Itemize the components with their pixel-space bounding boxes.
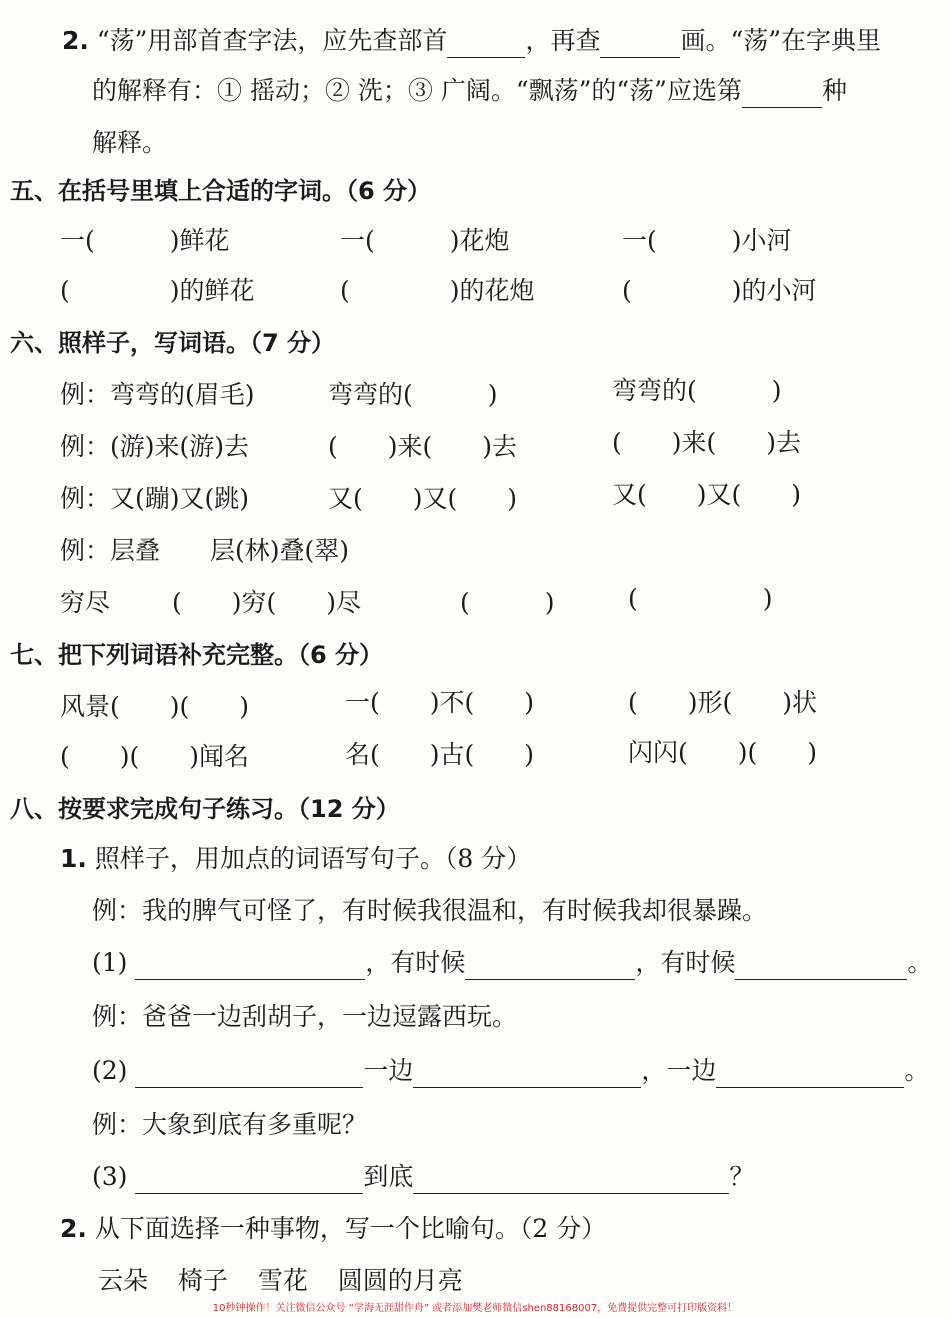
example-sentence: 例：大象到底有多重呢？ — [92, 1110, 368, 1139]
answer-blank[interactable] — [135, 1167, 363, 1194]
footer-watermark: 10秒钟操作！关注微信公众号 “学海无涯甜作舟” 或者添加樊老师微信shen88168007，免费提供完整可打印版资料！ — [212, 1303, 738, 1314]
fill-item[interactable]: 一( )不( ) — [345, 688, 535, 717]
fill-item[interactable]: ( )的花炮 — [340, 276, 535, 305]
fill-item[interactable]: 一( )鲜花 — [60, 226, 230, 255]
answer-label: (2) — [92, 1056, 128, 1085]
answer-label: (1) — [92, 948, 128, 977]
fill-item[interactable]: ( )来( )去 — [612, 428, 802, 457]
question-text: ，再查 — [525, 26, 601, 55]
answer-line-1 — [92, 946, 932, 980]
fill-item[interactable]: 弯弯的( ) — [328, 380, 498, 409]
answer-connector: 到底 — [363, 1162, 414, 1191]
question-text: 的解释有：① 摇动；② 洗；③ 广阔。“飘荡”的“荡”应选第 — [92, 76, 742, 105]
q2-line-2 — [92, 74, 847, 108]
example-text: 例：又(蹦)又(跳) — [60, 484, 250, 513]
question-text: 照样子，用加点的词语写句子。（8 分） — [94, 844, 532, 873]
fill-item[interactable]: ( )的小河 — [622, 276, 817, 305]
example-text: 例：弯弯的(眉毛) — [60, 380, 255, 409]
answer-blank[interactable] — [413, 1167, 729, 1194]
fill-item[interactable]: ( )( )闻名 — [60, 742, 250, 771]
q2-line-3: 解释。 — [92, 128, 168, 157]
fill-item[interactable]: 又( )又( ) — [612, 480, 802, 509]
section-title: 八、按要求完成句子练习。（12 分） — [10, 795, 400, 823]
fill-item[interactable]: ( )的鲜花 — [60, 276, 255, 305]
q2-line-1 — [62, 24, 881, 58]
answer-line-2 — [92, 1054, 929, 1088]
answer-connector: ，有时候 — [635, 948, 736, 977]
section-title: 七、把下列词语补充完整。（6 分） — [10, 641, 384, 669]
question-text: 画。“荡”在字典里 — [680, 26, 882, 55]
fill-item[interactable]: 名( )古( ) — [345, 740, 535, 769]
word-text: 穷尽 — [60, 588, 111, 617]
section-title: 六、照样子，写词语。（7 分） — [10, 329, 336, 357]
answer-connector: ，一边 — [641, 1056, 717, 1085]
question-number: 1. — [60, 844, 87, 873]
choice-item: 圆圆的月亮 — [337, 1266, 463, 1295]
fill-item[interactable]: 一( )小河 — [622, 226, 792, 255]
fill-item[interactable]: ( )形( )状 — [628, 688, 818, 717]
fill-item[interactable]: 又( )又( ) — [328, 484, 518, 513]
fill-item[interactable]: 弯弯的( ) — [612, 376, 782, 405]
answer-blank[interactable] — [716, 1061, 904, 1088]
subquestion-title — [60, 1212, 606, 1246]
example-sentence: 例：爸爸一边刮胡子，一边逗露西玩。 — [92, 1002, 518, 1031]
answer-blank[interactable] — [465, 953, 635, 980]
question-number: 2. — [62, 26, 89, 55]
choice-item: 雪花 — [257, 1266, 308, 1295]
question-text: 种 — [821, 76, 847, 105]
answer-blank[interactable] — [742, 81, 822, 108]
example-text: 例：层叠 层(林)叠(翠) — [60, 536, 350, 565]
choice-item: 云朵 — [98, 1266, 149, 1295]
fill-item[interactable]: ( ) — [460, 588, 555, 617]
example-text: 例：(游)来(游)去 — [60, 432, 250, 461]
punctuation: ？ — [729, 1162, 755, 1191]
section-title: 五、在括号里填上合适的字词。（6 分） — [10, 177, 432, 205]
fill-item[interactable]: ( )来( )去 — [328, 432, 518, 461]
answer-blank[interactable] — [135, 1061, 363, 1088]
choice-item: 椅子 — [177, 1266, 228, 1295]
punctuation: 。 — [907, 948, 933, 977]
subquestion-title — [60, 842, 531, 876]
question-text: “荡”用部首查字法，应先查部首 — [96, 26, 448, 55]
answer-line-3 — [92, 1160, 754, 1194]
answer-blank[interactable] — [135, 953, 365, 980]
fill-item[interactable]: ( )穷( )尽 — [172, 588, 362, 617]
answer-blank[interactable] — [735, 953, 907, 980]
fill-item[interactable]: 一( )花炮 — [340, 226, 510, 255]
question-text: 从下面选择一种事物，写一个比喻句。（2 分） — [94, 1214, 607, 1243]
punctuation: 。 — [904, 1056, 930, 1085]
answer-connector: ，有时候 — [365, 948, 466, 977]
fill-item[interactable]: 闪闪( )( ) — [628, 738, 818, 767]
question-number: 2. — [60, 1214, 87, 1243]
answer-label: (3) — [92, 1162, 128, 1191]
answer-blank[interactable] — [447, 31, 525, 58]
answer-blank[interactable] — [413, 1061, 641, 1088]
fill-item[interactable]: ( ) — [628, 584, 773, 613]
choice-list — [98, 1264, 463, 1298]
answer-blank[interactable] — [600, 31, 680, 58]
example-sentence: 例：我的脾气可怪了，有时候我很温和，有时候我却很暴躁。 — [92, 896, 768, 925]
answer-connector: 一边 — [363, 1056, 414, 1085]
fill-item[interactable]: 风景( )( ) — [60, 692, 250, 721]
